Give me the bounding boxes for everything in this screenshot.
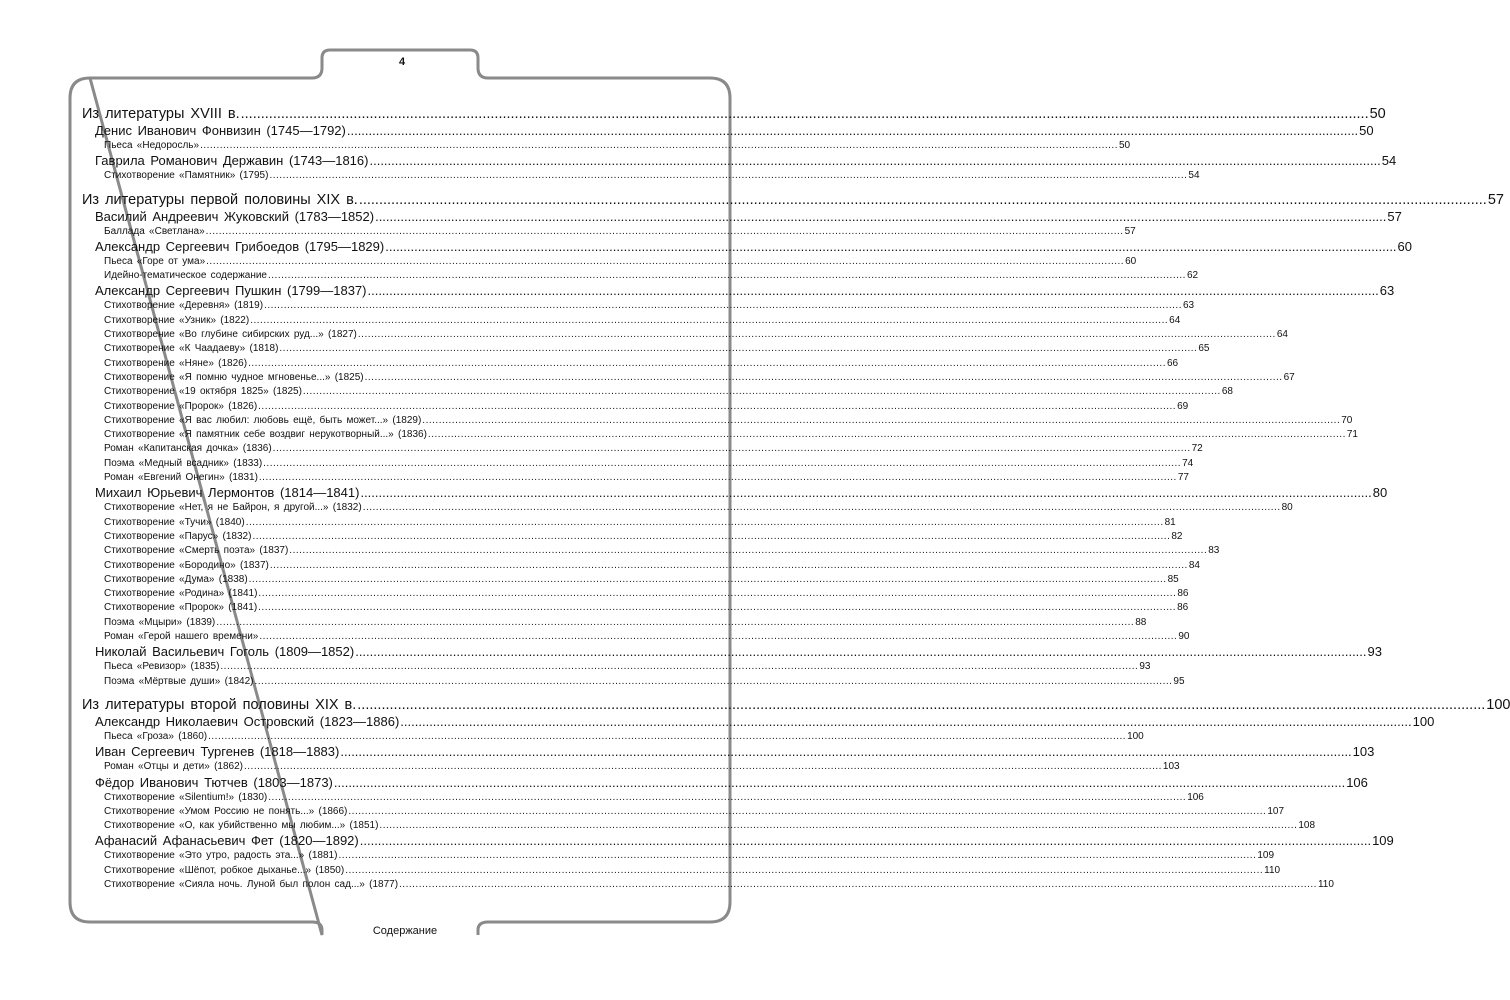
toc-entry-title: Стихотворение «Тучи» (1840) bbox=[104, 516, 245, 528]
toc-work bbox=[82, 805, 1285, 819]
toc-work bbox=[82, 675, 1185, 689]
toc-leader-dots bbox=[279, 342, 1197, 356]
toc-entry-title: Пьеса «Горе от ума» bbox=[104, 255, 206, 267]
toc-leader-dots bbox=[249, 573, 1167, 587]
toc-work bbox=[82, 471, 1189, 485]
toc-work bbox=[82, 314, 1181, 328]
toc-entry-title: Из литературы второй половины XIX в. bbox=[82, 696, 357, 713]
toc-leader-dots bbox=[369, 153, 1380, 169]
toc-author bbox=[82, 485, 1388, 501]
toc-leader-dots bbox=[399, 878, 1317, 892]
toc-entry-title: Стихотворение «Бородино» (1837) bbox=[104, 559, 269, 571]
toc-leader-dots bbox=[355, 644, 1366, 660]
toc-author bbox=[82, 833, 1394, 849]
toc-entry-page: 109 bbox=[1257, 850, 1275, 862]
toc-entry-title: Стихотворение «Во глубине сибирских руд...» (1827) bbox=[104, 329, 357, 341]
toc-section bbox=[82, 696, 1510, 714]
toc-entry-page: 100 bbox=[1486, 696, 1510, 713]
toc-leader-dots bbox=[428, 428, 1346, 442]
toc-entry-page: 69 bbox=[1177, 400, 1189, 412]
table-of-contents bbox=[82, 106, 1510, 892]
toc-entry-page: 74 bbox=[1182, 457, 1194, 469]
toc-entry-page: 103 bbox=[1352, 744, 1375, 760]
toc-entry-title: Стихотворение «Сияла ночь. Луной был полон сад...» (1877) bbox=[104, 878, 399, 890]
toc-leader-dots bbox=[338, 849, 1256, 863]
toc-work bbox=[82, 400, 1189, 414]
page-number: 4 bbox=[398, 56, 406, 68]
toc-entry-page: 107 bbox=[1267, 805, 1285, 817]
toc-work bbox=[82, 849, 1275, 863]
toc-entry-page: 80 bbox=[1372, 485, 1388, 501]
toc-entry-title: Фёдор Иванович Тютчев (1803—1873) bbox=[95, 774, 333, 790]
toc-entry-title: Афанасий Афанасьевич Фет (1820—1892) bbox=[95, 833, 359, 849]
toc-entry-page: 57 bbox=[1487, 191, 1504, 208]
toc-leader-dots bbox=[360, 485, 1371, 501]
toc-entry-title: Пьеса «Недоросль» bbox=[104, 140, 200, 151]
footer-title: Содержание bbox=[372, 925, 438, 937]
toc-entry-title: Александр Сергеевич Пушкин (1799—1837) bbox=[95, 283, 367, 299]
toc-entry-page: 50 bbox=[1369, 106, 1386, 122]
toc-entry-title: Стихотворение «Узник» (1822) bbox=[104, 314, 250, 326]
toc-entry-title: Идейно-тематическое содержание bbox=[104, 270, 267, 282]
toc-leader-dots bbox=[359, 192, 1487, 209]
toc-entry-title: Роман «Отцы и дети» (1862) bbox=[104, 761, 243, 773]
toc-work bbox=[82, 730, 1144, 744]
toc-entry-page: 81 bbox=[1164, 516, 1176, 528]
toc-entry-title: Стихотворение «Это утро, радость эта...» (1881) bbox=[104, 850, 338, 862]
toc-work bbox=[82, 501, 1293, 515]
toc-work bbox=[82, 530, 1183, 544]
toc-leader-dots bbox=[400, 714, 1411, 730]
toc-entry-title: Стихотворение «Умом Россию не понять...» (1866) bbox=[104, 805, 348, 817]
toc-entry-page: 63 bbox=[1379, 283, 1395, 299]
toc-entry-page: 62 bbox=[1186, 270, 1199, 282]
toc-leader-dots bbox=[347, 123, 1358, 139]
toc-leader-dots bbox=[206, 255, 1124, 269]
toc-leader-dots bbox=[259, 471, 1177, 485]
toc-entry-title: Стихотворение «Деревня» (1819) bbox=[104, 300, 264, 312]
toc-entry-page: 68 bbox=[1221, 386, 1233, 398]
toc-work bbox=[82, 791, 1204, 805]
toc-entry-title: Из литературы первой половины XIX в. bbox=[82, 191, 358, 208]
toc-entry-title: Стихотворение «Нет, я не Байрон, я другой...» (1832) bbox=[104, 502, 362, 514]
toc-entry-page: 100 bbox=[1412, 713, 1435, 729]
toc-entry-title: Стихотворение «Памятник» (1795) bbox=[104, 170, 269, 182]
toc-leader-dots bbox=[358, 328, 1276, 342]
toc-leader-dots bbox=[254, 675, 1172, 689]
toc-leader-dots bbox=[220, 660, 1138, 674]
toc-leader-dots bbox=[268, 269, 1186, 283]
toc-work bbox=[82, 864, 1281, 878]
toc-work bbox=[82, 442, 1203, 456]
toc-entry-title: Гаврила Романович Державин (1743—1816) bbox=[95, 153, 369, 169]
toc-entry-page: 54 bbox=[1381, 153, 1397, 169]
toc-entry-page: 77 bbox=[1177, 472, 1189, 484]
toc-leader-dots bbox=[289, 544, 1207, 558]
toc-work bbox=[82, 616, 1147, 630]
toc-work bbox=[82, 573, 1179, 587]
toc-entry-page: 66 bbox=[1167, 357, 1179, 369]
toc-entry-page: 84 bbox=[1188, 559, 1200, 571]
toc-work bbox=[82, 371, 1295, 385]
toc-entry-page: 106 bbox=[1187, 791, 1204, 803]
toc-entry-title: Пьеса «Ревизор» (1835) bbox=[104, 661, 220, 673]
toc-entry-page: 80 bbox=[1281, 502, 1293, 514]
toc-entry-page: 90 bbox=[1178, 631, 1190, 643]
toc-entry-page: 86 bbox=[1177, 602, 1189, 614]
toc-entry-title: Роман «Капитанская дочка» (1836) bbox=[104, 443, 272, 455]
toc-author bbox=[82, 123, 1374, 139]
toc-entry-title: Роман «Герой нашего времени» bbox=[104, 631, 259, 643]
toc-entry-page: 64 bbox=[1276, 329, 1288, 341]
toc-leader-dots bbox=[385, 239, 1396, 255]
toc-work bbox=[82, 357, 1179, 371]
toc-leader-dots bbox=[269, 169, 1187, 183]
toc-entry-page: 103 bbox=[1162, 761, 1180, 773]
toc-entry-title: Стихотворение «Парус» (1832) bbox=[104, 530, 252, 542]
toc-leader-dots bbox=[365, 371, 1283, 385]
toc-work bbox=[82, 255, 1137, 269]
toc-entry-page: 60 bbox=[1125, 255, 1137, 267]
toc-entry-page: 67 bbox=[1283, 371, 1295, 383]
toc-leader-dots bbox=[264, 299, 1182, 313]
toc-work bbox=[82, 428, 1358, 442]
toc-leader-dots bbox=[206, 225, 1124, 239]
toc-entry-title: Стихотворение «Няне» (1826) bbox=[104, 357, 248, 369]
toc-entry-title: Стихотворение «Я помню чудное мгновенье...» (1825) bbox=[104, 371, 364, 383]
toc-work bbox=[82, 660, 1151, 674]
toc-leader-dots bbox=[270, 559, 1188, 573]
toc-entry-title: Поэма «Мёртвые души» (1842) bbox=[104, 675, 254, 687]
toc-author bbox=[82, 744, 1375, 760]
toc-leader-dots bbox=[258, 587, 1176, 601]
toc-entry-title: Михаил Юрьевич Лермонтов (1814—1841) bbox=[95, 485, 360, 501]
toc-entry-page: 95 bbox=[1173, 675, 1185, 687]
toc-entry-page: 71 bbox=[1346, 429, 1358, 441]
toc-entry-page: 57 bbox=[1124, 225, 1136, 237]
toc-work bbox=[82, 601, 1189, 615]
toc-entry-title: Иван Сергеевич Тургенев (1818—1883) bbox=[95, 744, 340, 760]
toc-leader-dots bbox=[273, 442, 1191, 456]
toc-leader-dots bbox=[248, 357, 1166, 371]
toc-entry-page: 63 bbox=[1182, 300, 1195, 312]
toc-author bbox=[82, 283, 1395, 299]
toc-leader-dots bbox=[216, 616, 1134, 630]
toc-work bbox=[82, 269, 1199, 283]
toc-entry-title: Александр Николаевич Островский (1823—1886) bbox=[95, 713, 400, 729]
toc-work bbox=[82, 299, 1195, 313]
toc-entry-page: 88 bbox=[1135, 616, 1147, 628]
toc-author bbox=[82, 774, 1368, 791]
toc-leader-dots bbox=[258, 400, 1176, 414]
toc-work bbox=[82, 139, 1131, 153]
toc-entry-title: Стихотворение «О, как убийственно мы любим...» (1851) bbox=[104, 820, 379, 832]
toc-entry-page: 50 bbox=[1119, 140, 1131, 151]
toc-author bbox=[82, 208, 1402, 225]
toc-entry-title: Стихотворение «Родина» (1841) bbox=[104, 588, 258, 600]
toc-leader-dots bbox=[375, 209, 1386, 225]
toc-leader-dots bbox=[246, 516, 1164, 530]
toc-entry-title: Денис Иванович Фонвизин (1745—1792) bbox=[95, 123, 346, 138]
toc-entry-title: Стихотворение «Шёпот, робкое дыханье...» (1850) bbox=[104, 864, 345, 876]
toc-entry-page: 83 bbox=[1208, 545, 1220, 557]
toc-leader-dots bbox=[340, 744, 1351, 760]
toc-work bbox=[82, 760, 1180, 774]
toc-entry-title: Поэма «Медный всадник» (1833) bbox=[104, 457, 263, 469]
toc-leader-dots bbox=[357, 697, 1485, 714]
toc-entry-title: Стихотворение «К Чаадаеву» (1818) bbox=[104, 343, 279, 355]
toc-leader-dots bbox=[348, 805, 1266, 819]
toc-work bbox=[82, 385, 1233, 399]
toc-entry-page: 110 bbox=[1317, 878, 1334, 890]
toc-work bbox=[82, 559, 1200, 573]
toc-leader-dots bbox=[258, 601, 1176, 615]
toc-leader-dots bbox=[303, 385, 1221, 399]
toc-entry-title: Стихотворение «Silentium!» (1830) bbox=[104, 791, 268, 803]
toc-leader-dots bbox=[379, 819, 1297, 833]
toc-work bbox=[82, 414, 1353, 428]
toc-leader-dots bbox=[241, 106, 1369, 123]
toc-leader-dots bbox=[422, 414, 1340, 428]
toc-entry-title: Из литературы XVIII в. bbox=[82, 106, 240, 122]
toc-entry-page: 50 bbox=[1359, 123, 1374, 138]
toc-entry-page: 72 bbox=[1191, 443, 1203, 455]
toc-entry-page: 110 bbox=[1264, 864, 1281, 876]
toc-entry-page: 60 bbox=[1397, 238, 1413, 254]
toc-entry-page: 93 bbox=[1139, 661, 1151, 673]
toc-entry-page: 108 bbox=[1298, 820, 1316, 832]
toc-entry-page: 65 bbox=[1198, 343, 1210, 355]
toc-leader-dots bbox=[252, 530, 1170, 544]
toc-leader-dots bbox=[200, 139, 1118, 153]
toc-entry-page: 86 bbox=[1177, 588, 1189, 600]
toc-author bbox=[82, 713, 1435, 730]
toc-entry-page: 100 bbox=[1127, 730, 1144, 742]
toc-section bbox=[82, 106, 1386, 123]
toc-entry-title: Стихотворение «Я памятник себе воздвиг нерукотворный...» (1836) bbox=[104, 429, 427, 441]
toc-entry-title: Александр Сергеевич Грибоедов (1795—1829) bbox=[95, 238, 385, 254]
toc-leader-dots bbox=[244, 760, 1162, 774]
toc-entry-page: 64 bbox=[1169, 314, 1181, 326]
toc-entry-title: Стихотворение «Пророк» (1826) bbox=[104, 400, 258, 412]
toc-author bbox=[82, 238, 1413, 255]
toc-work bbox=[82, 457, 1194, 471]
toc-entry-title: Стихотворение «19 октября 1825» (1825) bbox=[104, 386, 302, 398]
toc-work bbox=[82, 630, 1190, 644]
toc-work bbox=[82, 516, 1176, 530]
toc-entry-title: Роман «Евгений Онегин» (1831) bbox=[104, 472, 258, 484]
toc-entry-title: Баллада «Светлана» bbox=[104, 225, 205, 237]
toc-author bbox=[82, 153, 1397, 169]
toc-leader-dots bbox=[334, 775, 1345, 791]
toc-leader-dots bbox=[363, 501, 1281, 515]
toc-leader-dots bbox=[360, 833, 1371, 849]
toc-entry-page: 57 bbox=[1387, 208, 1402, 224]
toc-entry-title: Стихотворение «Я вас любил: любовь ещё, быть может...» (1829) bbox=[104, 414, 422, 426]
toc-entry-title: Стихотворение «Дума» (1838) bbox=[104, 573, 248, 585]
toc-work bbox=[82, 878, 1334, 892]
toc-work bbox=[82, 169, 1200, 183]
toc-entry-page: 93 bbox=[1367, 644, 1382, 660]
toc-work bbox=[82, 819, 1316, 833]
toc-work bbox=[82, 328, 1288, 342]
toc-entry-title: Стихотворение «Пророк» (1841) bbox=[104, 602, 258, 614]
toc-work bbox=[82, 225, 1136, 239]
toc-entry-title: Николай Васильевич Гоголь (1809—1852) bbox=[95, 644, 355, 660]
toc-entry-page: 54 bbox=[1188, 170, 1200, 182]
toc-entry-page: 85 bbox=[1167, 573, 1179, 585]
toc-entry-title: Пьеса «Гроза» (1860) bbox=[104, 730, 208, 742]
toc-entry-page: 70 bbox=[1341, 414, 1353, 426]
toc-work bbox=[82, 544, 1220, 558]
toc-work bbox=[82, 342, 1210, 356]
toc-entry-page: 82 bbox=[1171, 530, 1183, 542]
toc-work bbox=[82, 587, 1189, 601]
toc-leader-dots bbox=[263, 457, 1181, 471]
toc-leader-dots bbox=[345, 864, 1263, 878]
toc-leader-dots bbox=[250, 314, 1168, 328]
toc-entry-page: 109 bbox=[1372, 833, 1394, 849]
toc-leader-dots bbox=[367, 283, 1378, 299]
toc-leader-dots bbox=[259, 630, 1177, 644]
toc-entry-title: Стихотворение «Смерть поэта» (1837) bbox=[104, 545, 289, 557]
toc-entry-title: Поэма «Мцыри» (1839) bbox=[104, 616, 216, 628]
toc-leader-dots bbox=[208, 730, 1126, 744]
toc-author bbox=[82, 644, 1382, 660]
toc-section bbox=[82, 191, 1504, 209]
toc-entry-page: 106 bbox=[1346, 774, 1368, 790]
toc-leader-dots bbox=[268, 791, 1186, 805]
toc-entry-title: Василий Андреевич Жуковский (1783—1852) bbox=[95, 208, 375, 224]
